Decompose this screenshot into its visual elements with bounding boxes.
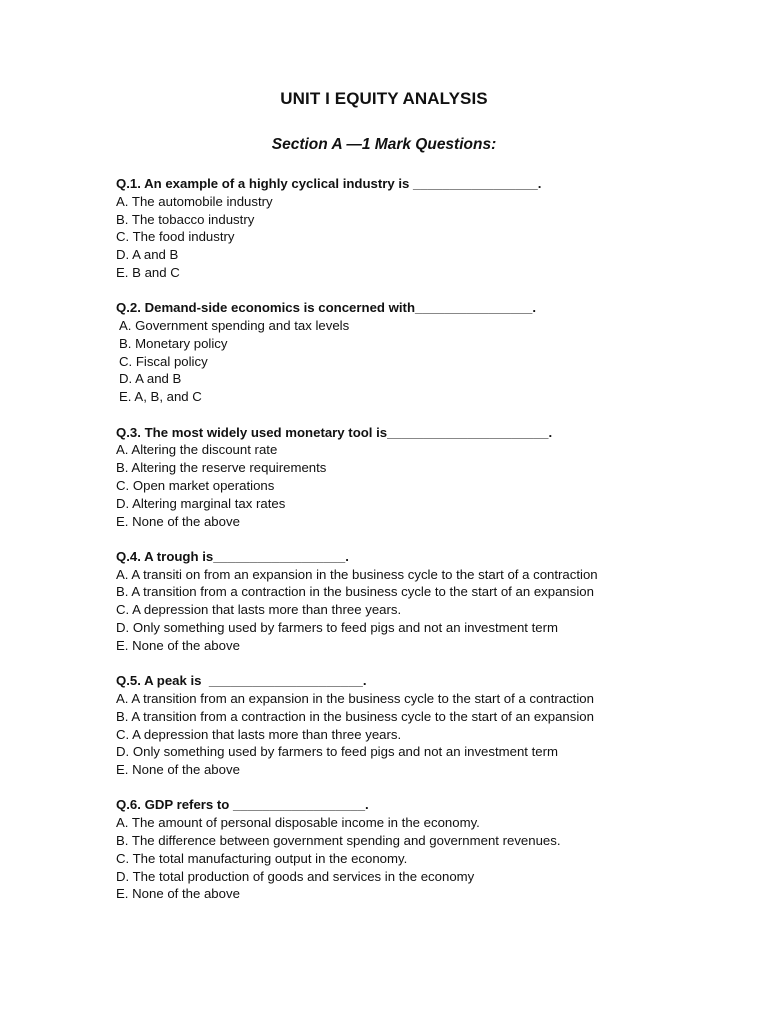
answer-option: D. The total production of goods and services in the economy xyxy=(116,868,475,884)
question-list xyxy=(116,175,716,921)
answer-option: C. Fiscal policy xyxy=(119,353,208,369)
answer-option: D. Altering marginal tax rates xyxy=(116,495,286,511)
question-3 xyxy=(116,424,716,531)
answer-option: C. Open market operations xyxy=(116,477,275,493)
answer-option: B. Altering the reserve requirements xyxy=(116,460,327,476)
answer-option: B. The difference between government spending and government revenues. xyxy=(116,833,561,848)
question-prompt: Q.3. The most widely used monetary tool is______________________. xyxy=(116,424,553,440)
question-prompt: Q.2. Demand-side economics is concerned with________________. xyxy=(116,300,537,316)
answer-option: B. A transition from a contraction in the business cycle to the start of an expansion xyxy=(116,584,594,600)
answer-option: D. Only something used by farmers to feed pigs and not an investment term xyxy=(116,744,559,760)
answer-option: E. None of the above xyxy=(116,513,240,529)
answer-option: E. B and C xyxy=(116,264,180,280)
question-5 xyxy=(116,672,716,779)
question-1 xyxy=(116,175,716,282)
answer-option: D. Only something used by farmers to feed pigs and not an investment term xyxy=(116,620,559,636)
answer-option: A. The amount of personal disposable income in the economy. xyxy=(116,815,480,831)
question-prompt: Q.5. A peak is _____________________. xyxy=(116,673,367,689)
answer-option: B. The tobacco industry xyxy=(116,211,255,227)
answer-option: C. A depression that lasts more than three years. xyxy=(116,726,402,742)
document-title: UNIT I EQUITY ANALYSIS xyxy=(280,89,488,108)
answer-option: B. Monetary policy xyxy=(119,335,228,351)
question-prompt: Q.4. A trough is__________________. xyxy=(116,548,349,564)
answer-option: A. A transition from an expansion in the business cycle to the start of a contraction xyxy=(116,690,594,706)
answer-option: A. Altering the discount rate xyxy=(116,442,278,458)
answer-option: D. A and B xyxy=(119,371,182,387)
answer-option: A. The automobile industry xyxy=(116,193,273,209)
answer-option: E. None of the above xyxy=(116,886,240,902)
answer-option: E. None of the above xyxy=(116,762,240,778)
answer-option: C. The total manufacturing output in the economy. xyxy=(116,850,408,866)
answer-option: A. A transiti on from an expansion in the business cycle to the start of a contraction xyxy=(116,566,598,582)
question-prompt: Q.1. An example of a highly cyclical industry is _________________. xyxy=(116,176,542,191)
answer-option: C. A depression that lasts more than three years. xyxy=(116,602,402,618)
question-4 xyxy=(116,548,716,655)
answer-option: B. A transition from a contraction in the business cycle to the start of an expansion xyxy=(116,708,594,724)
answer-option: E. None of the above xyxy=(116,637,240,653)
section-heading: Section A —1 Mark Questions: xyxy=(271,136,497,153)
answer-option: A. Government spending and tax levels xyxy=(119,318,350,334)
answer-option: C. The food industry xyxy=(116,229,235,245)
question-prompt: Q.6. GDP refers to __________________. xyxy=(116,797,369,813)
answer-option: D. A and B xyxy=(116,247,179,263)
question-6 xyxy=(116,796,716,903)
question-2 xyxy=(116,299,716,406)
answer-option: E. A, B, and C xyxy=(119,389,202,405)
